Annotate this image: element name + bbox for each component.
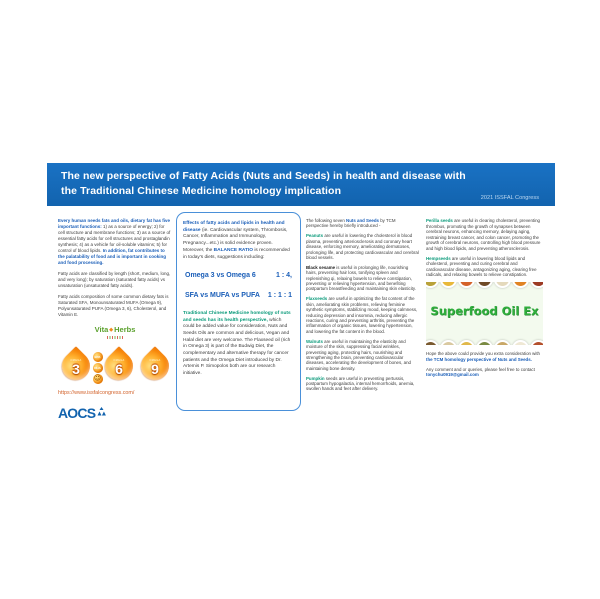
superfood-title: Superfood Oil Ex	[430, 304, 539, 318]
hope-paragraph	[426, 351, 544, 362]
epa-bubble: EPA	[93, 352, 103, 362]
column-seeds-1	[306, 218, 419, 396]
effects-lead-text: Effects of fatty acids and lipids in health and disease	[183, 221, 285, 233]
omega-ratio-value: 1 : 4,	[276, 272, 292, 280]
seed-text: are useful in clearing cholesterol, preventing thrombus, promoting the growth of synapses between cerebral neurons, enhancing memory, delaying aging, restraining breast cancer, and colon cancer, promoting the growth of cerebral neurons, controlling high blood pressure and high blood lipids, and preventing atherosclerosis.	[426, 218, 541, 251]
poster-title	[61, 169, 466, 198]
intro-lead-text: Every human needs fats and oils, dietary fat has five important functions:	[58, 218, 171, 229]
sfa-ratio-row	[185, 291, 292, 301]
omega6-drop	[101, 342, 137, 388]
seed-bowl	[530, 340, 543, 345]
seeds-intro-paragraph	[306, 218, 419, 229]
seed-bowl	[530, 282, 543, 288]
sfa-ratio-label: SFA vs MUFA vs PUFA	[185, 292, 260, 300]
seed-name: Perilla seeds	[426, 218, 453, 223]
intro-paragraph-composition: Fatty acids composition of some common dietary fats is Saturated SFA, Monounsaturated MUFA (Omega 9), Polyunsaturated PUFA (Omega 3, 6), Cholesterol, and Vitamin E.	[58, 293, 169, 317]
seed-text: seeds are useful in preventing pertussis, postpartum hypogalactia, internal hemorrhoids, anemia, swollen hands and feet after delivery.	[306, 375, 415, 392]
effects-body-text: (ie. Cardiovascular system, Thrombosis, Cancer, Inflammation and Immunology, Pregnancy...etc.) is solid evidence proven. Moreover, the	[183, 227, 288, 253]
omega-caption: OMEGA	[113, 358, 125, 362]
omega-caption: OMEGA	[70, 358, 82, 362]
seed-text: are useful in lowering blood lipids and cholesterol, preventing and curing cerebral and cardiovascular disease, antagonizing aging, clearing free radicals, and relaxing bowels to relieve constipation.	[426, 255, 537, 277]
omega3-number: 3	[72, 360, 80, 377]
seed-bowl	[494, 340, 511, 345]
title-banner	[47, 163, 555, 206]
seed-text: are useful in lowering the cholesterol in blood plasma, preventing arteriosclerosis and coronary heart disease, enforcing memory, ameliorating dermatoses, prolonging life, and protecting cardiovascular and cerebral blood vessels.	[306, 233, 419, 260]
seed-name: Black sesame	[306, 264, 336, 270]
column-introduction	[58, 218, 172, 420]
congress-url-link[interactable]: https://www.issfalcongress.com/	[58, 389, 135, 396]
seed-name: Peanuts	[306, 233, 324, 239]
omega3-drop	[58, 342, 94, 388]
seed-bowls-top-row	[426, 282, 543, 288]
herbs-logo-text: Herbs	[114, 324, 136, 334]
seed-bowl	[512, 340, 529, 345]
seed-name: Pumpkin	[306, 375, 325, 381]
seed-item-perilla	[426, 218, 544, 251]
seed-item-peanuts	[306, 233, 419, 260]
seed-name: Flaxseeds	[306, 296, 328, 302]
seed-bowl	[476, 282, 493, 288]
seeds-intro-post: by TCM perspective hereby briefly introduced -	[306, 218, 396, 229]
seed-bowl	[426, 282, 439, 288]
intro-paragraph-classification: Fatty acids are classified by length (short, medium, long, and very long); by saturation (saturated fatty acids) vs unsaturation (unsaturated fatty acids).	[58, 270, 171, 288]
omega-ratio-row	[185, 271, 292, 281]
column-seeds-2	[426, 218, 544, 382]
seed-item-walnuts	[306, 339, 419, 371]
column-effects-box	[176, 212, 301, 411]
intro-paragraph-functions	[58, 218, 172, 266]
effects-body2-text: is recommended in today's diets, suggestions including:	[183, 247, 290, 260]
congress-label: 2021 ISSFAL Congress	[480, 195, 539, 201]
seed-name: Walnuts	[306, 338, 323, 344]
aocs-symbol-icon	[97, 407, 106, 416]
seed-bowl	[458, 340, 475, 345]
contact-paragraph	[426, 367, 544, 378]
epa-dha-bubbles	[91, 352, 104, 388]
seed-bowl	[440, 282, 457, 288]
vita-herbs-logo	[58, 325, 172, 339]
balance-ratio-text: BALANCE RATIO	[213, 247, 254, 253]
hope-bold-text: the TCM homology perspective of Nuts and Seeds.	[426, 356, 532, 362]
dha-bubble: DHA	[93, 363, 103, 373]
contact-email-link[interactable]: tonychu0919@gmail.com	[426, 372, 479, 377]
diamond-icon: ◆	[109, 326, 114, 333]
effects-paragraph	[183, 221, 294, 261]
omega-caption: OMEGA	[149, 358, 161, 362]
seeds-intro-bold: Nuts and Seeds	[346, 218, 379, 223]
seed-item-hempseeds	[426, 256, 544, 278]
vita-logo-text: Vita	[94, 324, 109, 334]
seed-item-flaxseeds	[306, 296, 419, 334]
seed-bowl	[440, 340, 457, 345]
seed-text: are useful in optimizing the fat content of the skin, ameliorating skin problems, relieving feminine synthetic symptoms, stabilizing mood, keeping calmness, reducing depression and insomnia, reducing allergic reactions, curing and preventing arthritis, preventing the inflammation of organic tissues, lowering hypertension, and lowering the fat content in the blood.	[306, 296, 418, 334]
poster-title-line2: the Traditional Chinese Medicine homology implication	[61, 184, 342, 197]
omega-ratio-label: Omega 3 vs Omega 6	[185, 272, 256, 280]
seed-text: is useful in prolonging life, nourishing hairs, preventing hair loss, tonifying spleen and replenishing qi, relaxing bowels to relieve constipation, preventing or relieving hypertension, and benefiting postpartum breastfeeding and maintaining skin elasticity.	[306, 264, 416, 292]
smiley-face-icon: ☺	[93, 374, 102, 383]
superfood-oil-image	[426, 282, 543, 345]
contact-pre-text: Any comment and or queries, please feel free to contact	[426, 366, 535, 372]
omega-369-drops-graphic	[58, 342, 178, 388]
tcm-homology-paragraph	[183, 311, 294, 378]
intro-highlight-text: In addition, fat contributes to the palatability of food and is important in cooking and food processing.	[58, 247, 167, 265]
seed-bowl	[458, 282, 475, 288]
vita-herbs-subtext	[107, 336, 123, 339]
intro-body-text: 1) as a source of energy; 2) for cell structure and membrane functions; 3) as a source of essential fatty acids for cell structures and prostaglandin synthesis; 4) as a vehicle for oil-soluble vitamins; 5) for control of blood lipids.	[58, 223, 171, 253]
seed-item-pumpkin	[306, 376, 419, 392]
tcm-lead-text: Traditional Chinese Medicine homology of nuts and seeds has its health perspective,	[183, 310, 291, 323]
aocs-logo-text: AOCS	[58, 404, 96, 421]
seed-text: are useful in maintaining the elasticity and moisture of the skin, suppressing facial wrinkles, preventing aging, protecting hairs, nourishing and strengthening the brain, preventing cardiovascular diseases, accelerating the development of bones, and maintaining bone density.	[306, 338, 411, 371]
hope-pre-text: Hope the above could provide you extra consideration with	[426, 351, 540, 356]
seed-bowl	[494, 282, 511, 288]
tcm-body-text: which could be added value for consideration, Nuts and Seeds Oils are common and delicious, Vegan and Halal diet are very welcome. The Flaxseed oil (rich in Omega 3) is part of the Budwig Diet, the complementary and alternative therapy for cancer patients and the Omega Diet introduced by Dr. Artemis P. Simopolos both are our research initiative.	[183, 317, 291, 377]
seed-bowl	[476, 340, 493, 345]
poster-title-line1: The new perspective of Fatty Acids (Nuts and Seeds) in health and disease with	[61, 170, 466, 182]
omega9-drop	[137, 342, 173, 388]
aocs-logo	[58, 406, 172, 420]
seed-bowl	[426, 340, 439, 345]
seeds-intro-pre: The following seven	[306, 218, 347, 223]
seed-item-black-sesame	[306, 265, 419, 292]
seed-name: Hempseeds	[426, 255, 451, 261]
omega6-number: 6	[115, 360, 123, 377]
seed-bowl	[512, 282, 529, 288]
omega9-number: 9	[151, 360, 159, 377]
sfa-ratio-value: 1 : 1 : 1	[267, 292, 292, 300]
seed-bowls-bottom-row	[426, 340, 543, 345]
